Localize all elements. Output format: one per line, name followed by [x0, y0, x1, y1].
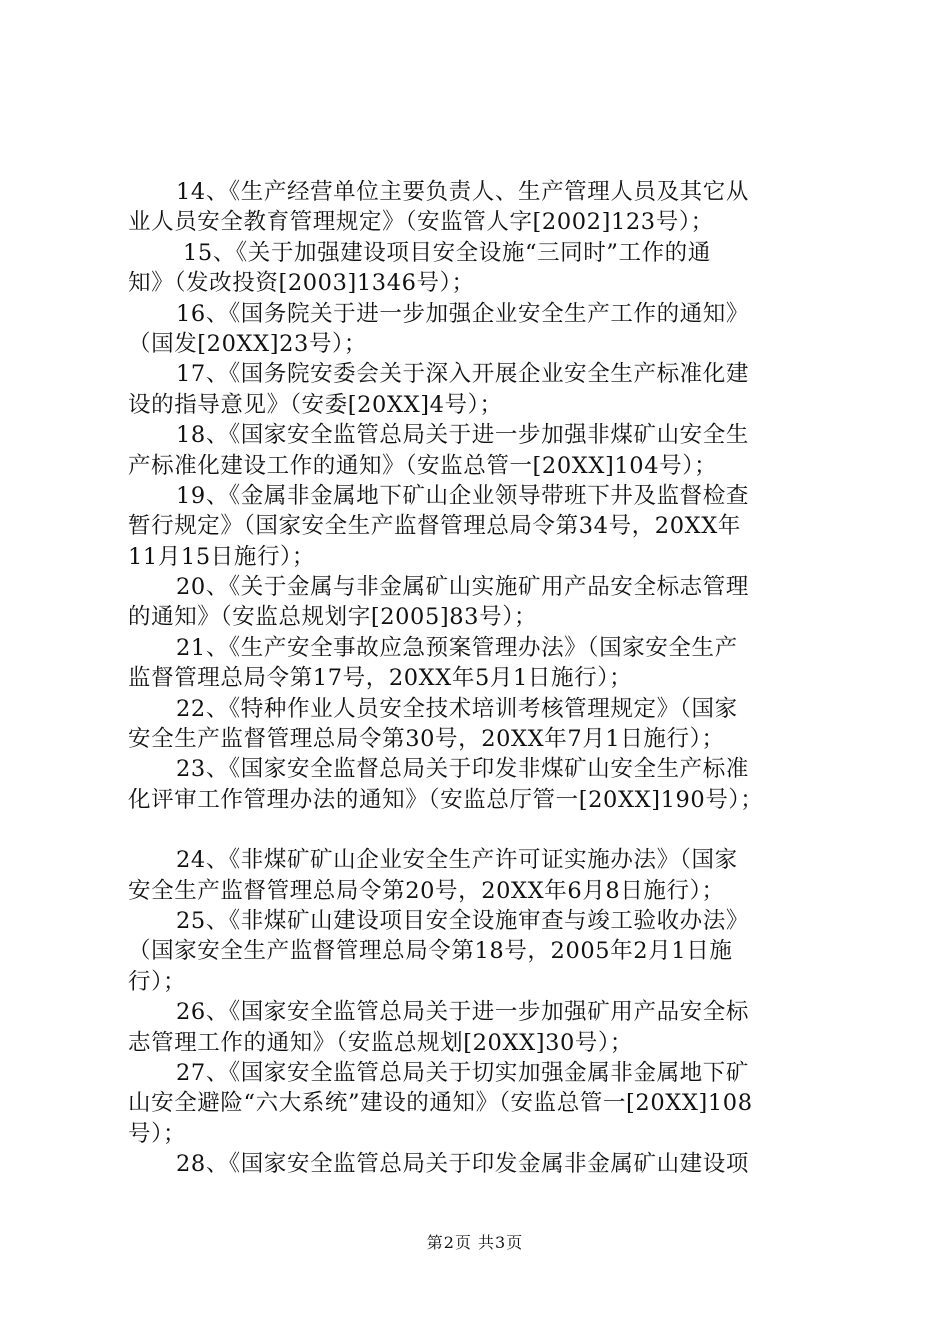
list-item-line: 20、《关于金属与非金属矿山实施矿用产品安全标志管理 [176, 574, 749, 601]
list-item-line: （国家安全生产监督管理总局令第18号，2005年2月1日施 [128, 938, 733, 965]
list-item-line: 的通知》（安监总规划字[2005]83号）； [128, 604, 538, 631]
list-item-line: 暂行规定》（国家安全生产监督管理总局令第34号，20XX年 [128, 513, 741, 540]
document-body [128, 177, 832, 1180]
list-item-line: 14、《生产经营单位主要负责人、生产管理人员及其它从 [176, 179, 749, 205]
list-item-line: 号）； [128, 1120, 187, 1147]
list-item-line: 17、《国务院安委会关于深入开展企业安全生产标准化建 [176, 361, 749, 388]
list-item-line: 24、《非煤矿矿山企业安全生产许可证实施办法》（国家 [176, 847, 738, 874]
list-item-line: 设的指导意见》（安委[20XX]4号）； [128, 391, 503, 418]
list-item-line: 23、《国家安全监督总局关于印发非煤矿山安全生产标准 [176, 756, 749, 783]
page-footer: 第2页 共3页 [426, 1233, 524, 1252]
list-item-line: 26、《国家安全监管总局关于进一步加强矿用产品安全标 [176, 999, 749, 1026]
list-item-line: 安全生产监督管理总局令第20号，20XX年6月8日施行）； [128, 877, 725, 904]
list-item-line: 22、《特种作业人员安全技术培训考核管理规定》（国家 [176, 695, 738, 722]
paragraph-gap [128, 815, 832, 845]
list-item-line: 28、《国家安全监管总局关于印发金属非金属矿山建设项 [176, 1151, 749, 1178]
list-item-line: 监督管理总局令第17号，20XX年5月1日施行）； [128, 665, 633, 692]
list-item-line: 安全生产监督管理总局令第30号，20XX年7月1日施行）； [128, 726, 725, 753]
list-item-line: 11月15日施行）； [128, 543, 316, 570]
list-item-line: 27、《国家安全监管总局关于切实加强金属非金属地下矿 [176, 1059, 749, 1086]
list-item-line: 产标准化建设工作的通知》（安监总管一[20XX]104号）； [128, 452, 718, 479]
list-item-line: 21、《生产安全事故应急预案管理办法》（国家安全生产 [176, 634, 738, 661]
list-item-line: 山安全避险“六大系统”建设的通知》（安监总管一[20XX]108 [128, 1090, 753, 1117]
list-item-line: 行）； [128, 968, 187, 995]
list-item-line: 化评审工作管理办法的通知》（安监总厅管一[20XX]190号）； [128, 786, 764, 813]
list-item-line: 志管理工作的通知》（安监总规划[20XX]30号）； [128, 1029, 633, 1056]
list-item-line: 知》（发改投资[2003]1346号）； [128, 270, 475, 297]
list-item-line: 25、《非煤矿山建设项目安全设施审查与竣工验收办法》 [176, 907, 749, 934]
list-item-line: （国发[20XX]23号）； [128, 330, 368, 357]
list-item-line: 19、《金属非金属地下矿山企业领导带班下井及监督检查 [176, 482, 749, 509]
list-item-line: 业人员安全教育管理规定》（安监管人字[2002]123号）； [128, 209, 714, 236]
list-item-line: 18、《国家安全监管总局关于进一步加强非煤矿山安全生 [176, 422, 749, 449]
list-item-line: 15、《关于加强建设项目安全设施“三同时”工作的通 [183, 239, 711, 266]
list-item-line: 16、《国务院关于进一步加强企业安全生产工作的通知》 [176, 300, 749, 327]
